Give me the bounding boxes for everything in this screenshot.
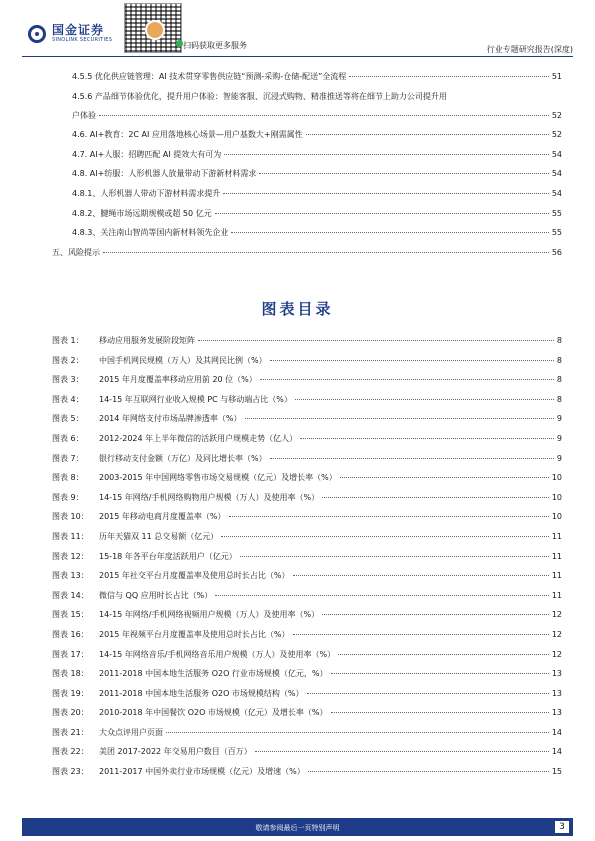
toc-item-page: 54 — [551, 188, 562, 198]
figure-title: 2011-2018 中国本地生活服务 O2O 行业市场规模（亿元，%） — [99, 669, 328, 679]
figure-label: 图表 6： — [52, 433, 84, 443]
figure-label: 图表 11： — [52, 531, 89, 541]
figure-title: 微信与 QQ 应用时长占比（%） — [99, 590, 213, 600]
figure-page: 11 — [551, 590, 562, 600]
figure-page: 15 — [551, 767, 562, 777]
figure-page: 13 — [551, 669, 562, 679]
figure-label: 图表 16： — [52, 629, 89, 639]
figure-item[interactable] — [52, 728, 562, 748]
figure-item[interactable] — [52, 512, 562, 532]
figure-item[interactable] — [52, 747, 562, 767]
toc-item-title: 4.8.3、关注南山智尚等国内新材料领先企业 — [72, 228, 229, 238]
toc-item[interactable] — [52, 248, 562, 258]
figure-title: 2014 年网络支付市场品牌渗透率（%） — [99, 414, 242, 424]
toc-item-page: 52 — [551, 130, 562, 140]
qr-caption: 扫码获取更多服务 — [183, 41, 247, 50]
figure-item[interactable] — [52, 708, 562, 728]
figure-item[interactable] — [52, 375, 562, 395]
figure-item[interactable] — [52, 336, 562, 356]
figure-label: 图表 13： — [52, 571, 89, 581]
figure-title: 2015 年移动电商月度覆盖率（%） — [99, 512, 226, 522]
toc-item-page: 54 — [551, 149, 562, 159]
toc-item-title: 4.8.2、腱绳市场远期规模或超 50 亿元 — [72, 208, 212, 218]
figure-page: 9 — [556, 414, 562, 424]
figure-page: 10 — [551, 512, 562, 522]
figure-title: 14-15 年网络音乐/手机网络音乐用户规模（万人）及使用率（%） — [99, 649, 336, 659]
header-divider — [22, 56, 573, 57]
figure-label: 图表 19： — [52, 688, 89, 698]
report-type: 行业专题研究报告(深度) — [486, 45, 573, 54]
figure-page: 14 — [551, 747, 562, 757]
toc-item[interactable] — [52, 150, 562, 160]
toc-item-page: 55 — [551, 208, 562, 218]
figure-page: 9 — [556, 433, 562, 443]
figure-item[interactable] — [52, 473, 562, 493]
figure-item[interactable] — [52, 532, 562, 552]
toc-item-page: 51 — [551, 72, 562, 81]
figure-label: 图表 22： — [52, 747, 89, 757]
qr-avatar-icon — [145, 20, 165, 40]
figure-item[interactable] — [52, 356, 562, 376]
figures-heading: 图表目录 — [261, 300, 334, 318]
logo-name-cn: 国金证券 — [52, 23, 105, 37]
toc-item-title: 4.5.6 产品细节体验优化，提升用户体验：智能客服、沉浸式购物、精准推送等将在细节上助力公司提升用 — [72, 91, 447, 101]
footer-disclaimer: 敬请参阅最后一页特别声明 — [255, 824, 340, 832]
figure-title: 2003-2015 年中国网络零售市场交易规模（亿元）及增长率（%） — [99, 473, 337, 483]
figure-label: 图表 9： — [52, 492, 84, 502]
figure-label: 图表 2： — [52, 355, 84, 365]
toc-item[interactable] — [52, 209, 562, 219]
figure-label: 图表 5： — [52, 414, 84, 424]
figure-label: 图表 8： — [52, 473, 84, 483]
figure-title: 美团 2017-2022 年交易用户数目（百万） — [99, 747, 252, 757]
figure-title: 15-18 年各平台年度活跃用户（亿元） — [99, 551, 237, 561]
figure-title: 中国手机网民规模（万人）及其网民比例（%） — [99, 355, 267, 365]
figure-page: 8 — [556, 394, 562, 404]
logo-name-en: SINOLINK SECURITIES — [52, 37, 113, 43]
figure-item[interactable] — [52, 395, 562, 415]
figure-page: 13 — [551, 688, 562, 698]
figure-page: 8 — [556, 336, 562, 345]
figure-label: 图表 4： — [52, 394, 84, 404]
toc-item[interactable] — [52, 92, 562, 121]
figure-page: 12 — [551, 649, 562, 659]
figure-title: 2011-2017 中国外卖行业市场规模（亿元）及增速（%） — [99, 767, 305, 777]
figure-title: 14-15 年互联网行业收入规模 PC 与移动端占比（%） — [99, 394, 292, 404]
figure-page: 12 — [551, 610, 562, 620]
toc-item[interactable] — [52, 228, 562, 238]
toc-item-title: 五、风险提示 — [52, 247, 100, 257]
figure-item[interactable] — [52, 630, 562, 650]
figure-page: 11 — [551, 571, 562, 581]
figure-item[interactable] — [52, 669, 562, 689]
figure-title: 2012-2024 年上半年微信的活跃用户规模走势（亿人） — [99, 433, 298, 443]
figure-page: 14 — [551, 727, 562, 737]
figure-page: 10 — [551, 492, 562, 502]
figure-title: 移动应用服务发展阶段矩阵 — [99, 336, 195, 345]
figure-item[interactable] — [52, 414, 562, 434]
toc-item[interactable] — [52, 189, 562, 199]
figure-item[interactable] — [52, 650, 562, 670]
toc-item-title: 4.7. AI+人服：招聘匹配 AI 提效大有可为 — [72, 149, 222, 159]
figure-item[interactable] — [52, 571, 562, 591]
toc-item-title: 4.8. AI+纺服：人形机器人放量带动下游新材料需求 — [72, 169, 257, 179]
figure-label: 图表 3： — [52, 375, 84, 385]
table-of-contents — [52, 72, 562, 267]
figure-page: 11 — [551, 531, 562, 541]
figure-label: 图表 21： — [52, 727, 89, 737]
figure-label: 图表 12： — [52, 551, 89, 561]
figure-page: 9 — [556, 453, 562, 463]
toc-item[interactable] — [52, 169, 562, 179]
figure-label: 图表 10： — [52, 512, 89, 522]
company-logo — [28, 24, 112, 43]
figure-page: 12 — [551, 629, 562, 639]
logo-icon — [28, 25, 46, 43]
figure-label: 图表 18： — [52, 669, 89, 679]
toc-item[interactable] — [52, 130, 562, 140]
figure-label: 图表 14： — [52, 590, 89, 600]
figure-title: 2011-2018 中国本地生活服务 O2O 市场规模结构（%） — [99, 688, 304, 698]
figure-title: 历年天猫双 11 总交易额（亿元） — [99, 531, 219, 541]
toc-item-page: 52 — [551, 110, 562, 120]
wechat-icon — [176, 40, 183, 47]
figure-title: 2015 年视频平台月度覆盖率及使用总时长占比（%） — [99, 629, 290, 639]
figure-item[interactable] — [52, 434, 562, 454]
figure-page: 10 — [551, 473, 562, 483]
figure-page: 8 — [556, 355, 562, 365]
figure-item[interactable] — [52, 552, 562, 572]
figure-item[interactable] — [52, 493, 562, 513]
figure-title: 大众点评用户页面 — [99, 727, 163, 737]
figure-title: 2010-2018 年中国餐饮 O2O 市场规模（亿元）及增长率（%） — [99, 708, 328, 718]
toc-item-title: 4.8.1、人形机器人带动下游材料需求提升 — [72, 188, 221, 198]
qr-code-icon[interactable] — [124, 3, 182, 53]
figure-page: 11 — [551, 551, 562, 561]
figure-title: 14-15 年网络/手机网络视频用户规模（万人）及使用率（%） — [99, 610, 320, 620]
page-header — [0, 0, 595, 58]
toc-item[interactable] — [52, 72, 562, 82]
figure-label: 图表 1： — [52, 336, 84, 345]
figure-item[interactable] — [52, 591, 562, 611]
figure-title: 2015 年月度覆盖率移动应用前 20 位（%） — [99, 375, 257, 385]
figure-label: 图表 7： — [52, 453, 84, 463]
page-footer — [22, 818, 573, 836]
figure-page: 13 — [551, 708, 562, 718]
figure-item[interactable] — [52, 767, 562, 787]
figure-item[interactable] — [52, 454, 562, 474]
toc-item-page: 55 — [551, 228, 562, 238]
toc-item-title: 4.6. AI+教育：2C AI 应用落地核心场景—用户基数大+刚需属性 — [72, 130, 303, 140]
toc-item-page: 56 — [551, 247, 562, 257]
figure-item[interactable] — [52, 610, 562, 630]
figure-label: 图表 23： — [52, 767, 89, 777]
toc-item-page: 54 — [551, 169, 562, 179]
figure-label: 图表 20： — [52, 708, 89, 718]
figure-label: 图表 17： — [52, 649, 89, 659]
toc-item-title: 4.5.5 优化供应链管理：AI 技术贯穿零售供应链“预测-采购-仓储-配送”全流程 — [72, 72, 347, 81]
page-number: 3 — [555, 821, 569, 833]
figure-title: 14-15 年网络/手机网络购物用户规模（万人）及使用率（%） — [99, 492, 320, 502]
figure-title: 2015 年社交平台月度覆盖率及使用总时长占比（%） — [99, 571, 290, 581]
toc-item-title-cont: 户体验 — [72, 110, 96, 120]
figure-label: 图表 15： — [52, 610, 89, 620]
figure-item[interactable] — [52, 689, 562, 709]
figures-list — [52, 336, 562, 787]
figure-page: 8 — [556, 375, 562, 385]
figure-title: 银行移动支付金额（万亿）及同比增长率（%） — [99, 453, 267, 463]
